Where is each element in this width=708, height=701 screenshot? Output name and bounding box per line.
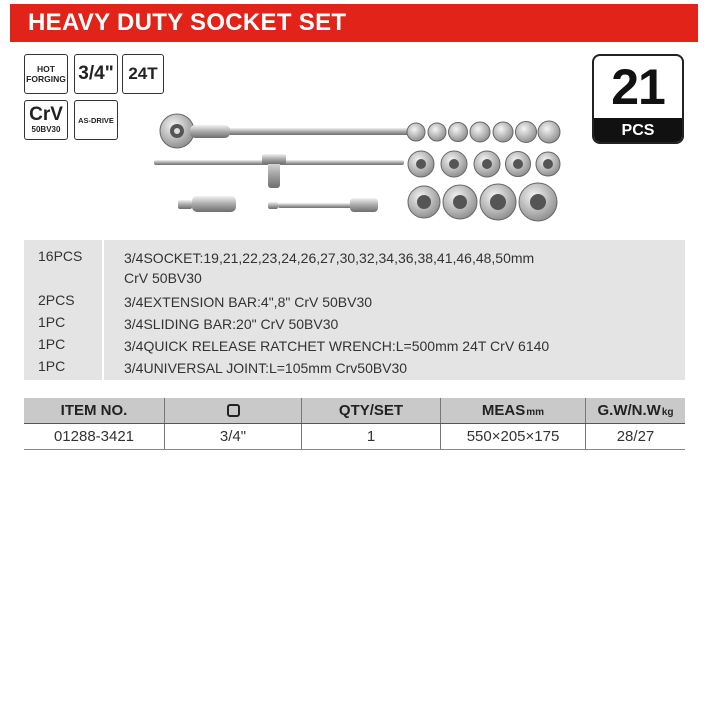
page-title: HEAVY DUTY SOCKET SET [10, 4, 698, 42]
piece-count-number: 21 [611, 59, 665, 115]
square-drive-icon [227, 404, 240, 417]
hot-forging-line2: FORGING [26, 74, 66, 84]
crv-sub: 50BV30 [31, 125, 61, 134]
header-weight-unit: kg [661, 407, 674, 418]
as-drive-badge: AS-DRIVE [74, 100, 118, 140]
spec-desc-continued: CrV 50BV30 [124, 270, 202, 286]
header-drive [164, 398, 301, 423]
table-row [24, 424, 685, 450]
spec-qty: 2PCS [38, 292, 75, 308]
spec-desc-block [124, 248, 664, 288]
teeth-badge: 24T [122, 54, 164, 94]
piece-count-badge [592, 54, 684, 144]
crv-main: CrV [29, 104, 63, 125]
ratchet-wrench [160, 114, 410, 148]
spec-item [24, 358, 664, 378]
universal-joint [178, 196, 236, 212]
spec-desc: 3/4SLIDING BAR:20" CrV 50BV30 [124, 316, 339, 332]
cell-weight: 28/27 [585, 424, 685, 449]
header-meas-unit: mm [526, 407, 545, 418]
header-meas [440, 398, 585, 423]
header-weight-label: G.W/N.W [597, 402, 661, 419]
table-header [24, 398, 685, 424]
spec-desc: 3/4UNIVERSAL JOINT:L=105mm Crv50BV30 [124, 360, 408, 376]
product-illustration [150, 108, 570, 226]
product-info-table [24, 398, 685, 450]
spec-desc: 3/4SOCKET:19,21,22,23,24,26,27,30,32,34,36,38,41,46,48,50mm [124, 250, 535, 266]
socket-row-small [407, 121, 560, 143]
cell-item-no: 01288-3421 [53, 428, 135, 445]
spec-desc: 3/4EXTENSION BAR:4",8" CrV 50BV30 [124, 294, 373, 310]
cell-meas: 550×205×175 [440, 424, 585, 449]
crv-badge [24, 100, 68, 140]
spec-item [24, 336, 664, 356]
hot-forging-badge [24, 54, 68, 94]
cell-drive: 3/4" [164, 424, 301, 449]
header-qty-set: QTY/SET [301, 398, 440, 423]
drive-size-badge: 3/4" [74, 54, 118, 94]
header-meas-label: MEAS [481, 402, 526, 419]
spec-desc: 3/4QUICK RELEASE RATCHET WRENCH:L=500mm 24T CrV 6140 [124, 338, 550, 354]
spec-qty: 16PCS [38, 248, 83, 264]
sliding-bar [154, 154, 404, 188]
spec-item [24, 314, 664, 334]
cell-qty: 1 [301, 424, 440, 449]
spec-qty: 1PC [38, 358, 66, 374]
spec-list [24, 240, 685, 380]
header-weight [585, 398, 685, 423]
spec-qty: 1PC [38, 336, 66, 352]
spec-item [24, 248, 664, 288]
extension-bar [268, 198, 378, 212]
spec-item [24, 292, 664, 312]
hot-forging-line1: HOT [37, 64, 55, 74]
header-item-no: ITEM NO. [60, 402, 128, 419]
piece-count-unit: PCS [594, 118, 682, 144]
spec-qty: 1PC [38, 314, 66, 330]
